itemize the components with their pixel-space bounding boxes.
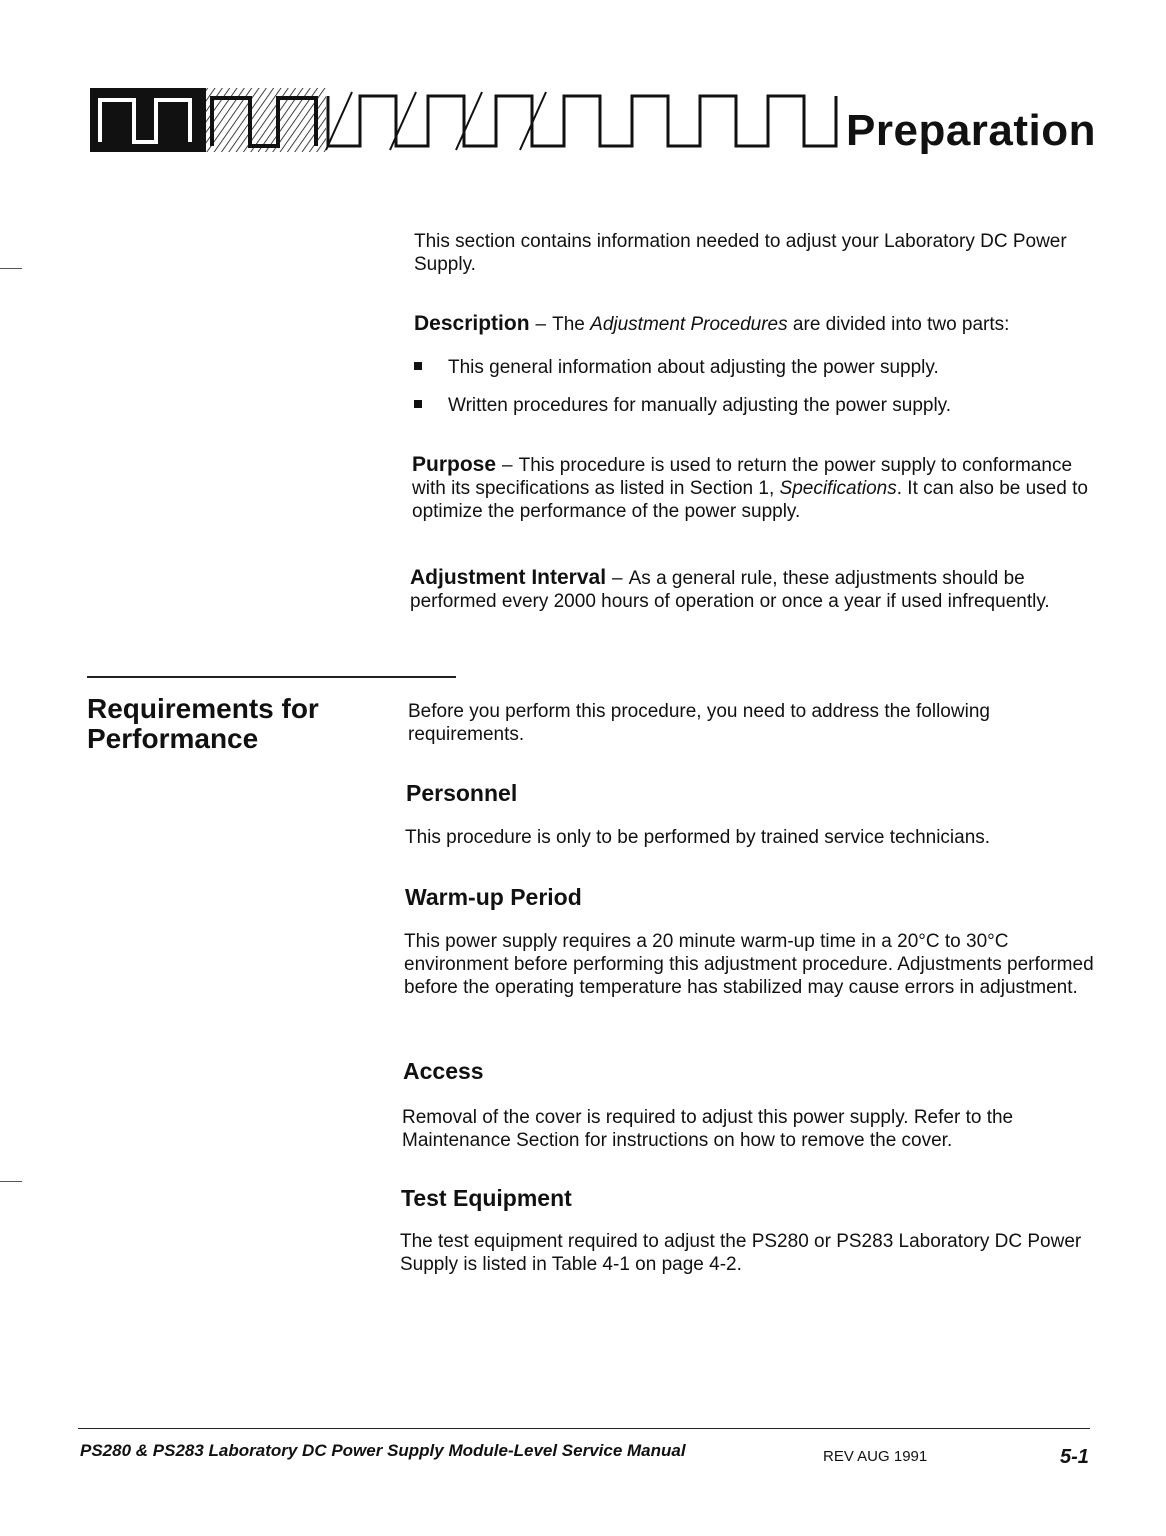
description-rest: are divided into two parts: [792, 314, 1010, 335]
description-lead: The [552, 314, 585, 335]
bullet-text: This general information about adjusting the power supply. [448, 357, 939, 378]
purpose-paragraph: Purpose – This procedure is used to return the power supply to conformance with its specifications as listed in Section 1, Specifications. It can also be used to optimize the performance of the power supply. [412, 453, 1088, 522]
footer-divider [78, 1428, 1090, 1429]
adjustment-interval-label: Adjustment Interval [410, 566, 607, 589]
test-equipment-heading: Test Equipment [401, 1185, 572, 1211]
adjustment-interval-text: As a general rule, these adjustments should be performed every 2000 hours of operation or once a year if used infrequently. [410, 568, 1050, 612]
warmup-heading: Warm-up Period [405, 884, 582, 910]
adjustment-interval-paragraph: Adjustment Interval – As a general rule, these adjustments should be performed every 2000 hours of operation or once a year if used infrequently. [410, 566, 1050, 612]
footer-manual-title: PS280 & PS283 Laboratory DC Power Supply Module-Level Service Manual [80, 1441, 686, 1460]
list-item [414, 394, 1104, 417]
intro-paragraph: This section contains information needed to adjust your Laboratory DC Power Supply. [414, 231, 1067, 275]
purpose-italic: Specifications [779, 478, 897, 499]
footer-revision: REV AUG 1991 [823, 1448, 928, 1465]
description-italic: Adjustment Procedures [590, 314, 788, 335]
scan-mark [0, 1181, 22, 1182]
requirements-intro: Before you perform this procedure, you need to address the following requirements. [408, 701, 990, 745]
warmup-text: This power supply requires a 20 minute warm-up time in a 20°C to 30°C environment before performing this adjustment procedure. Adjustments performed before the operating temperature has stabilized may cause errors in adjustment. [404, 931, 1094, 998]
purpose-text-1: This procedure is used to return the power supply to conformance with its specifications as listed in Section 1, [412, 455, 1073, 499]
personnel-text: This procedure is only to be performed by trained service technicians. [405, 827, 991, 848]
header-waveform-banner [90, 88, 842, 152]
list-item [414, 356, 1104, 379]
footer-page-number: 5-1 [1060, 1446, 1089, 1468]
purpose-label: Purpose [412, 453, 497, 476]
description-paragraph: Description – The Adjustment Procedures are divided into two parts: [414, 312, 1010, 335]
section-divider [87, 676, 456, 678]
test-equipment-text: The test equipment required to adjust the PS280 or PS283 Laboratory DC Power Supply is listed in Table 4-1 on page 4-2. [400, 1231, 1082, 1275]
access-heading: Access [403, 1058, 484, 1084]
bullet-text: Written procedures for manually adjusting the power supply. [448, 395, 952, 416]
description-label: Description [414, 312, 530, 335]
access-text: Removal of the cover is required to adjust this power supply. Refer to the Maintenance Section for instructions on how to remove the cover. [402, 1107, 1014, 1151]
requirements-heading: Requirements for Performance [87, 693, 319, 754]
bullet-icon [414, 362, 422, 370]
scan-mark [0, 268, 22, 269]
personnel-heading: Personnel [406, 780, 518, 806]
bullet-icon [414, 400, 422, 408]
page-title: Preparation [846, 106, 1097, 155]
purpose-text-2: . It can also be used to optimize the performance of the power supply. [412, 478, 1088, 522]
